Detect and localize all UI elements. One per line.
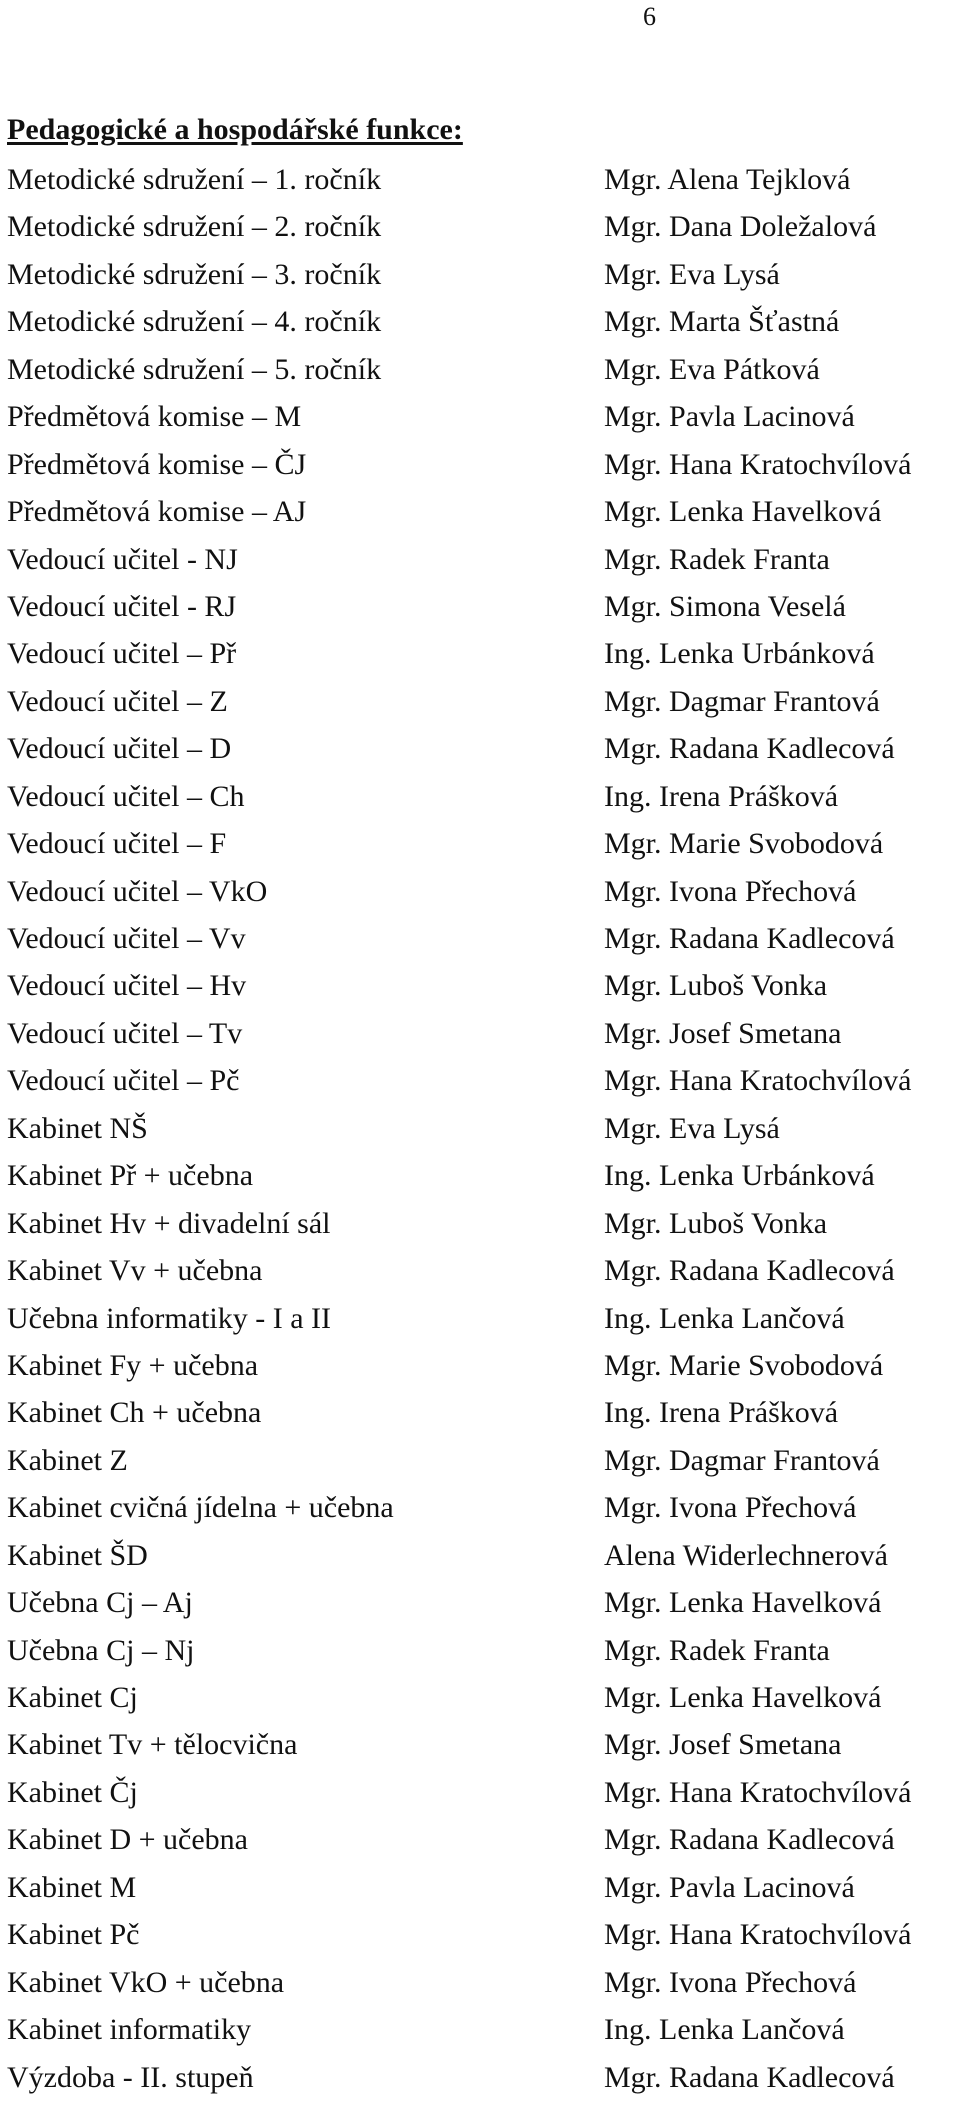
responsible-person: Mgr. Eva Lysá bbox=[604, 257, 780, 291]
list-item bbox=[0, 536, 960, 583]
function-name: Vedoucí učitel – Vv bbox=[7, 922, 246, 955]
responsible-person: Mgr. Marta Šťastná bbox=[604, 305, 840, 339]
list-item bbox=[0, 868, 960, 915]
responsible-person: Alena Widerlechnerová bbox=[604, 1538, 888, 1572]
responsible-person: Mgr. Marie Svobodová bbox=[604, 1348, 884, 1382]
list-item bbox=[0, 1864, 960, 1911]
function-name: Předmětová komise – M bbox=[7, 400, 302, 434]
function-name: Kabinet Př + učebna bbox=[7, 1159, 254, 1193]
list-item bbox=[0, 1674, 960, 1721]
function-name: Vedoucí učitel – Tv bbox=[7, 1016, 243, 1050]
section-heading: Pedagogické a hospodářské funkce: bbox=[7, 113, 463, 146]
function-name: Vedoucí učitel – Hv bbox=[7, 969, 247, 1003]
function-name: Kabinet informatiky bbox=[7, 2013, 252, 2047]
list-item bbox=[0, 2006, 960, 2053]
responsible-person: Mgr. Marie Svobodová bbox=[604, 827, 884, 861]
function-name: Kabinet ŠD bbox=[7, 1538, 148, 1572]
function-name: Metodické sdružení – 3. ročník bbox=[7, 257, 382, 291]
list-item bbox=[0, 915, 960, 962]
list-item bbox=[0, 1200, 960, 1247]
list-item bbox=[0, 725, 960, 772]
list-item bbox=[0, 1105, 960, 1152]
function-name: Kabinet M bbox=[7, 1870, 137, 1904]
list-item bbox=[0, 1484, 960, 1531]
list-item bbox=[0, 441, 960, 488]
function-name: Kabinet Cj bbox=[7, 1681, 138, 1714]
list-item bbox=[0, 1532, 960, 1579]
function-name: Kabinet Vv + učebna bbox=[7, 1254, 263, 1288]
responsible-person: Mgr. Radana Kadlecová bbox=[604, 732, 895, 766]
responsible-person: Mgr. Pavla Lacinová bbox=[604, 1870, 855, 1904]
responsible-person: Mgr. Alena Tejklová bbox=[604, 163, 851, 196]
list-item bbox=[0, 2054, 960, 2101]
list-item bbox=[0, 1769, 960, 1816]
responsible-person: Mgr. Hana Kratochvílová bbox=[604, 447, 912, 481]
function-name: Kabinet Ch + učebna bbox=[7, 1396, 262, 1430]
responsible-person: Mgr. Dagmar Frantová bbox=[604, 684, 880, 718]
list-item bbox=[0, 630, 960, 677]
function-name: Vedoucí učitel - NJ bbox=[7, 542, 238, 576]
function-name: Metodické sdružení – 4. ročník bbox=[7, 305, 382, 339]
function-name: Vedoucí učitel – Pč bbox=[7, 1064, 240, 1098]
responsible-person: Mgr. Radek Franta bbox=[604, 542, 830, 576]
responsible-person: Mgr. Eva Lysá bbox=[604, 1111, 780, 1145]
list-item bbox=[0, 1721, 960, 1768]
list-item bbox=[0, 773, 960, 820]
function-name: Učebna informatiky - I a II bbox=[7, 1301, 332, 1335]
responsible-person: Ing. Irena Prášková bbox=[604, 1396, 839, 1430]
responsible-person: Mgr. Pavla Lacinová bbox=[604, 400, 855, 434]
list-item bbox=[0, 1959, 960, 2006]
responsible-person: Mgr. Josef Smetana bbox=[604, 1728, 842, 1762]
responsible-person: Ing. Lenka Urbánková bbox=[604, 637, 875, 671]
function-name: Kabinet Pč bbox=[7, 1918, 140, 1952]
list-item bbox=[0, 1437, 960, 1484]
list-item bbox=[0, 1295, 960, 1342]
list-item bbox=[0, 1911, 960, 1958]
function-name: Vedoucí učitel – Z bbox=[7, 684, 228, 718]
responsible-person: Mgr. Radana Kadlecová bbox=[604, 1254, 895, 1288]
function-name: Kabinet Tv + tělocvična bbox=[7, 1728, 298, 1762]
responsible-person: Mgr. Luboš Vonka bbox=[604, 969, 828, 1003]
responsible-person: Mgr. Radek Franta bbox=[604, 1633, 830, 1667]
list-item bbox=[0, 1057, 960, 1104]
responsible-person: Mgr. Radana Kadlecová bbox=[604, 922, 895, 955]
list-item bbox=[0, 251, 960, 298]
list-item bbox=[0, 1389, 960, 1436]
responsible-person: Ing. Lenka Urbánková bbox=[604, 1159, 875, 1193]
responsible-person: Mgr. Simona Veselá bbox=[604, 589, 846, 623]
list-item bbox=[0, 488, 960, 535]
responsible-person: Mgr. Josef Smetana bbox=[604, 1016, 842, 1050]
list-item bbox=[0, 156, 960, 203]
list-item bbox=[0, 1627, 960, 1674]
function-name: Kabinet Hv + divadelní sál bbox=[7, 1206, 331, 1240]
function-name: Kabinet D + učebna bbox=[7, 1823, 248, 1857]
list-item bbox=[0, 203, 960, 250]
responsible-person: Mgr. Hana Kratochvílová bbox=[604, 1064, 912, 1098]
function-list bbox=[0, 156, 960, 2101]
responsible-person: Mgr. Ivona Přechová bbox=[604, 1491, 857, 1525]
function-name: Vedoucí učitel – Ch bbox=[7, 779, 245, 813]
responsible-person: Mgr. Ivona Přechová bbox=[604, 1965, 857, 1999]
page-number: 6 bbox=[643, 2, 656, 31]
responsible-person: Ing. Lenka Lančová bbox=[604, 1301, 845, 1335]
responsible-person: Mgr. Hana Kratochvílová bbox=[604, 1775, 912, 1809]
function-name: Kabinet Z bbox=[7, 1443, 128, 1477]
function-name: Metodické sdružení – 5. ročník bbox=[7, 352, 382, 386]
function-name: Vedoucí učitel – D bbox=[7, 732, 232, 766]
responsible-person: Mgr. Luboš Vonka bbox=[604, 1206, 828, 1240]
responsible-person: Mgr. Ivona Přechová bbox=[604, 874, 857, 908]
responsible-person: Mgr. Lenka Havelková bbox=[604, 1586, 882, 1620]
function-name: Vedoucí učitel - RJ bbox=[7, 589, 237, 623]
function-name: Kabinet Fy + učebna bbox=[7, 1348, 259, 1382]
responsible-person: Mgr. Dana Doležalová bbox=[604, 210, 877, 244]
function-name: Metodické sdružení – 1. ročník bbox=[7, 163, 382, 196]
list-item bbox=[0, 346, 960, 393]
list-item bbox=[0, 962, 960, 1009]
responsible-person: Ing. Irena Prášková bbox=[604, 779, 839, 813]
function-name: Učebna Cj – Aj bbox=[7, 1586, 193, 1620]
function-name: Vedoucí učitel – VkO bbox=[7, 874, 268, 908]
function-name: Předmětová komise – AJ bbox=[7, 495, 307, 529]
responsible-person: Mgr. Hana Kratochvílová bbox=[604, 1918, 912, 1952]
list-item bbox=[0, 1579, 960, 1626]
list-item bbox=[0, 583, 960, 630]
function-name: Vedoucí učitel – Př bbox=[7, 637, 237, 671]
list-item bbox=[0, 1152, 960, 1199]
responsible-person: Mgr. Radana Kadlecová bbox=[604, 2060, 895, 2094]
responsible-person: Mgr. Radana Kadlecová bbox=[604, 1823, 895, 1857]
function-name: Kabinet cvičná jídelna + učebna bbox=[7, 1491, 394, 1525]
list-item bbox=[0, 678, 960, 725]
list-item bbox=[0, 1010, 960, 1057]
responsible-person: Mgr. Lenka Havelková bbox=[604, 1681, 882, 1714]
list-item bbox=[0, 820, 960, 867]
responsible-person: Mgr. Eva Pátková bbox=[604, 352, 820, 386]
list-item bbox=[0, 393, 960, 440]
function-name: Metodické sdružení – 2. ročník bbox=[7, 210, 382, 244]
function-name: Učebna Cj – Nj bbox=[7, 1633, 195, 1667]
responsible-person: Mgr. Lenka Havelková bbox=[604, 495, 882, 529]
responsible-person: Ing. Lenka Lančová bbox=[604, 2013, 845, 2047]
function-name: Výzdoba - II. stupeň bbox=[7, 2060, 254, 2094]
list-item bbox=[0, 1247, 960, 1294]
function-name: Předmětová komise – ČJ bbox=[7, 447, 307, 481]
responsible-person: Mgr. Dagmar Frantová bbox=[604, 1443, 880, 1477]
list-item bbox=[0, 298, 960, 345]
list-item bbox=[0, 1342, 960, 1389]
function-name: Kabinet VkO + učebna bbox=[7, 1965, 285, 1999]
function-name: Vedoucí učitel – F bbox=[7, 827, 227, 861]
list-item bbox=[0, 1816, 960, 1863]
function-name: Kabinet Čj bbox=[7, 1775, 138, 1809]
function-name: Kabinet NŠ bbox=[7, 1111, 148, 1145]
